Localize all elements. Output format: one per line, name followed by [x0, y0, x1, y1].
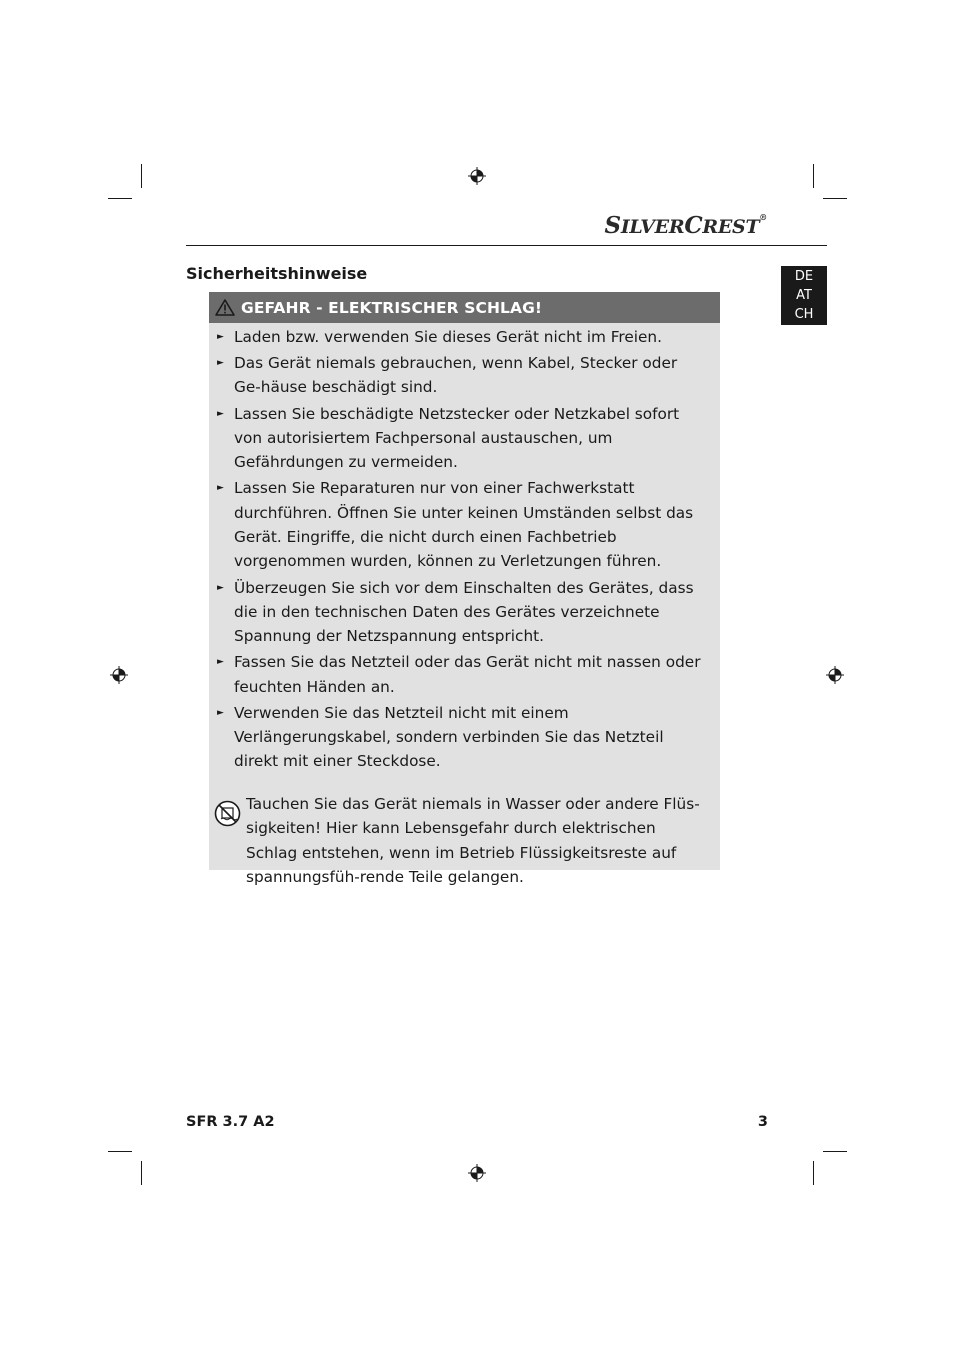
bullet-arrow-icon: ►: [217, 483, 224, 494]
crop-mark: [813, 1161, 814, 1185]
crop-mark: [141, 1161, 142, 1185]
crop-mark: [813, 164, 814, 188]
bullet-arrow-icon: ►: [217, 358, 224, 369]
section-title: Sicherheitshinweise: [186, 264, 368, 283]
bullet-arrow-icon: ►: [217, 707, 224, 718]
water-warning-note: [209, 792, 720, 890]
warning-header: [209, 292, 720, 323]
language-code: AT: [796, 288, 812, 303]
bullet-arrow-icon: ►: [217, 408, 224, 419]
registration-mark-icon: [468, 1164, 486, 1182]
list-item: ► Lassen Sie beschädigte Netzstecker oder Netzkabel sofort von autorisiertem Fachpersonal austauschen, um Gefährdungen zu vermeiden.: [209, 402, 720, 475]
list-item: ► Überzeugen Sie sich vor dem Einschalten des Gerätes, dass die in den technischen Daten des Gerätes verzeichnete Spannung der Netzspannung entspricht.: [209, 576, 720, 649]
crop-mark: [108, 1151, 132, 1152]
warning-title: GEFAHR - ELEKTRISCHER SCHLAG!: [241, 298, 543, 317]
list-item: ► Verwenden Sie das Netzteil nicht mit einem Verlängerungskabel, sondern verbinden Sie das Netzteil direkt mit einer Steckdose.: [209, 701, 720, 774]
page-number: 3: [757, 1114, 768, 1130]
crop-mark: [141, 164, 142, 188]
list-item: ► Fassen Sie das Netzteil oder das Gerät nicht mit nassen oder feuchten Händen an.: [209, 650, 720, 699]
warning-list: [209, 323, 720, 774]
language-tab: [781, 266, 827, 325]
crop-mark: [823, 1151, 847, 1152]
warning-box: [209, 292, 720, 887]
bullet-arrow-icon: ►: [217, 332, 224, 342]
no-water-immersion-icon: [214, 800, 241, 827]
list-item: ► Das Gerät niemals gebrauchen, wenn Kabel, Stecker oder Ge-häuse beschädigt sind.: [209, 351, 720, 400]
registration-mark-icon: [110, 666, 128, 684]
bullet-arrow-icon: ►: [217, 657, 224, 668]
registration-mark-icon: [826, 666, 844, 684]
language-code: CH: [794, 307, 814, 322]
model-number: SFR 3.7 A2: [186, 1114, 275, 1130]
crop-mark: [823, 198, 847, 199]
crop-mark: [108, 198, 132, 199]
registration-mark-icon: [468, 167, 486, 185]
header-divider: [186, 245, 827, 246]
bullet-arrow-icon: ►: [217, 582, 224, 593]
note-text: Tauchen Sie das Gerät niemals in Wasser oder andere Flüs-sigkeiten! Hier kann Lebensgefahr durch elektrischen Schlag entstehen, wenn im Betrieb Flüssigkeitsreste auf spannungsfüh-rende Teile gelangen.: [246, 794, 700, 887]
list-item: ► Laden bzw. verwenden Sie dieses Gerät nicht im Freien.: [209, 325, 720, 349]
language-code: DE: [794, 269, 814, 284]
list-item: ► Lassen Sie Reparaturen nur von einer Fachwerkstatt durchführen. Öffnen Sie unter keinen Umständen selbst das Gerät. Eingriffe, die nicht durch einen Fachbetrieb vorgenommen wurden, können zu Verletzungen führen.: [209, 476, 720, 573]
brand-logo: SILVERCREST®: [604, 212, 767, 239]
warning-triangle-icon: [215, 299, 235, 316]
